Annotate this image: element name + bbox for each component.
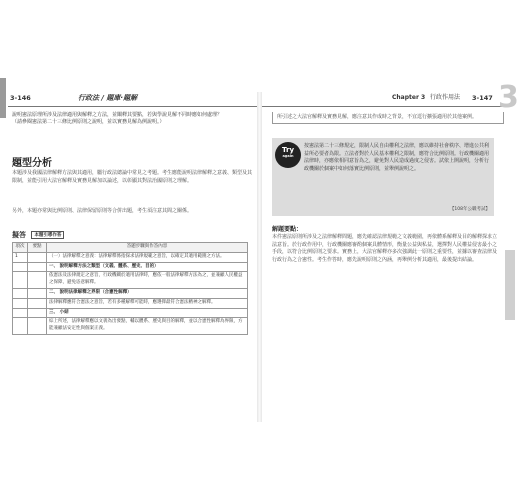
right-page	[262, 90, 502, 420]
explain-title: 解題要點：	[272, 226, 303, 233]
analysis-paragraph-2: 另外，本題亦常與比例原則、法律保留原則等合併出題，考生須注意其間之關係。	[12, 208, 193, 214]
cell-key	[28, 262, 47, 272]
right-page-header	[262, 90, 502, 107]
left-page	[8, 90, 258, 420]
chapter-title: 行政作用法	[430, 94, 461, 101]
cell-key	[28, 318, 47, 335]
cell-no	[13, 318, 28, 335]
table-row	[13, 308, 248, 318]
left-page-header	[8, 90, 258, 107]
chapter-label: Chapter 3	[392, 94, 426, 101]
explain-text: 本件憲法原則所涉及之法律解釋問題，應先確認法律規範之文義範圍，再依體系解釋及目的解釋探求立法意旨。於行政作用中，行政機關應審酌個案具體情形，衡量公益與私益，選擇對人民權益侵害最小之手段，以符合比例原則之要求。實務上，大法官解釋亦多次強調此一原則之重要性，並據以審查法律及行政行為之合憲性。考生作答時，應先說明原則之內涵，再舉例分析其適用，最後提出結論。	[272, 234, 498, 263]
cell-no	[13, 308, 28, 318]
section-title: 題型分析	[12, 158, 52, 169]
cell-content: （一）法律解釋之意義：法律解釋係指探求法律規範之意旨，以確定其適用範圍之方法。	[47, 252, 248, 262]
practice-question-box	[272, 138, 494, 216]
try-badge-text: Try	[281, 146, 295, 154]
hint-badge: 本題引導作答	[31, 231, 64, 239]
practice-question-text: 按憲法第二十三條規定，限制人民自由權利之法律，應以維持社會秩序、增進公共利益所必要者為限。立法者對於人民基本權利之限制，應符合比例原則。行政機關適用法律時，亦應依相同意旨為之，避免對人民造成過度之侵害。試依上開說明，分析行政機關於個案中如何落實比例原則，並舉例說明之。	[304, 143, 490, 172]
table-row	[13, 318, 248, 335]
try-badge-sub: again	[282, 154, 294, 158]
cell-no	[13, 298, 28, 308]
right-page-number: 3-147	[472, 94, 493, 102]
cell-no	[13, 288, 28, 298]
table-row	[13, 298, 248, 308]
col-header-key: 要點	[28, 243, 47, 253]
cell-content: 綜上所述，法律解釋應以文義為出發點，輔以體系、歷史與目的解釋，並以合憲性解釋為界限，方能兼顧法安定性與個案正義。	[47, 318, 248, 335]
cell-key	[28, 298, 47, 308]
try-again-badge	[275, 142, 301, 168]
col-header-no: 項次	[13, 243, 28, 253]
table-row	[13, 262, 248, 272]
col-header-content: 答題步驟與作答內容	[47, 243, 248, 253]
cell-key	[28, 308, 47, 318]
hint-label: 擬答	[12, 231, 26, 239]
table-row	[13, 288, 248, 298]
cell-key	[28, 272, 47, 289]
left-edge-tab	[0, 78, 6, 118]
answer-table-header	[13, 243, 248, 253]
analysis-paragraph: 本題涉及我國法律解釋方法與其適用，屬行政法總論中常見之考題。考生應能說明法律解釋之意義、類型及其限制，並能引用大法官解釋及實務見解加以論述，以彰顯其對法治國原則之理解。	[12, 170, 253, 184]
side-page-edge	[505, 250, 515, 320]
cell-content: 二、 說明法律解釋之界限（合憲性解釋）	[47, 288, 248, 298]
cell-key	[28, 252, 47, 262]
answer-table	[12, 242, 248, 335]
left-page-number: 3-146	[10, 94, 31, 102]
cell-content: 依憲法及法律規定之意旨，行政機關於適用法律時，應依一般法律解釋方法為之，並兼顧人民權益之保障，避免恣意解釋。	[47, 272, 248, 289]
series-title: 行政法 / 題庫·題解	[78, 94, 138, 102]
hint-heading	[12, 230, 64, 240]
cell-content: 一、 說明解釋方法之類型（文義、體系、歷史、目的）	[47, 262, 248, 272]
question-block	[12, 112, 244, 126]
question-note: （請參閱憲法第二十三條比例原則之說明，並以實務見解為例說明。）	[12, 119, 165, 125]
cell-content: 三、 小結	[47, 308, 248, 318]
cell-key	[28, 288, 47, 298]
table-row	[13, 272, 248, 289]
cell-no	[13, 272, 28, 289]
cell-no	[13, 262, 28, 272]
continued-answer-box: 所引述之大法官解釋及實務見解，應注意其作成時之背景，不宜逕行擴張適用於其他案例。	[272, 112, 504, 124]
question-source: 【108年公職考試】	[449, 207, 490, 212]
table-row	[13, 252, 248, 262]
cell-content: 法律解釋應符合憲法之意旨，若有多種解釋可能時，應選擇最符合憲法精神之解釋。	[47, 298, 248, 308]
cell-no: 1	[13, 252, 28, 262]
chapter-tab-glyph: 3	[498, 80, 519, 115]
question-text: 說明憲法原理所涉及法律適用與解釋之方法，並闡釋其要點，若與學說見解不同時應如何處理？	[12, 112, 223, 118]
